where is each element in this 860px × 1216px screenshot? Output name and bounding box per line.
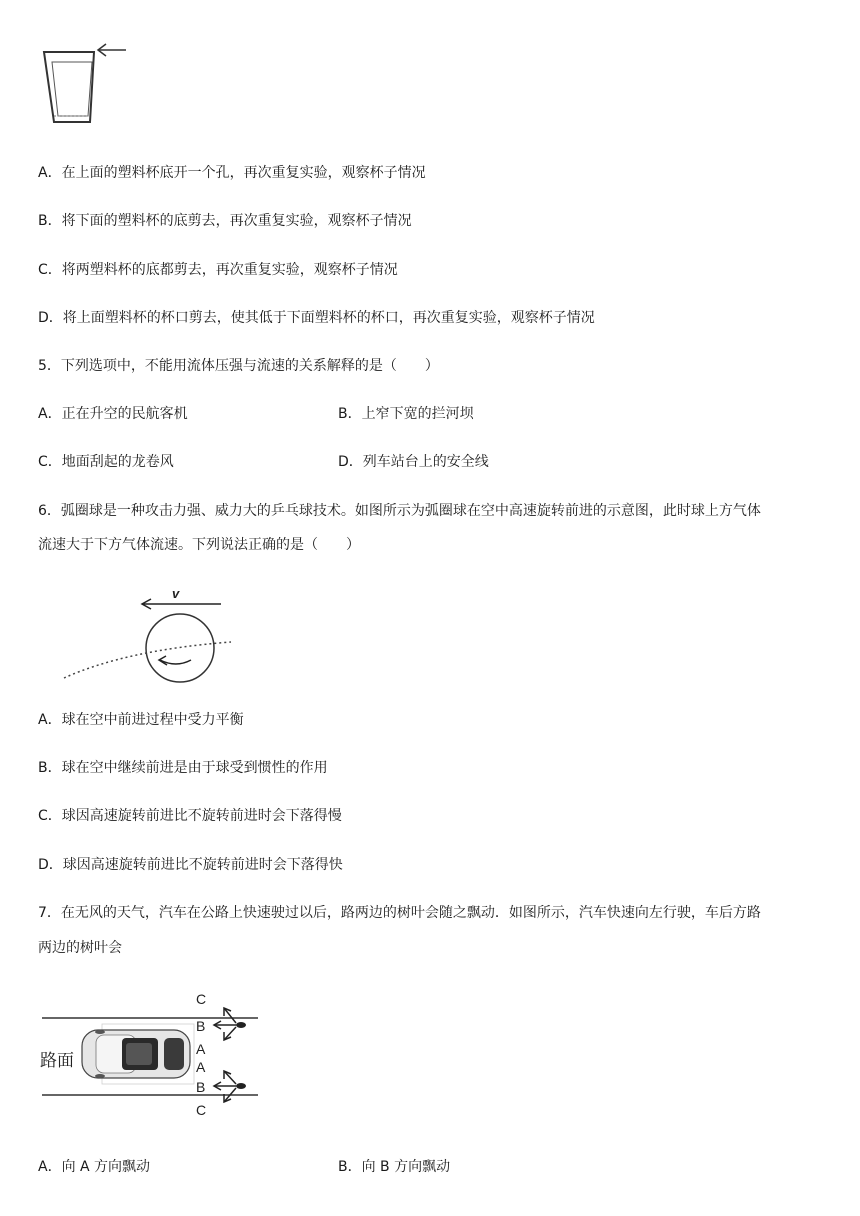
spinning-ball-figure [56, 580, 246, 690]
car-road-figure [38, 988, 268, 1118]
cups-figure [36, 38, 136, 128]
label-b-bottom: B [196, 1079, 206, 1095]
label-a-top: A [196, 1041, 206, 1057]
leaf-icon-bottom [236, 1083, 246, 1089]
q4-option-b: B．将下面的塑料杯的底剪去，再次重复实验，观察杯子情况 [38, 213, 412, 229]
q6-stem-line1: 6．弧圈球是一种攻击力强、威力大的乒乓球技术。如图所示为弧圈球在空中高速旋转前进的示意图，此时球上方气体 [38, 503, 761, 519]
label-b-top: B [196, 1018, 206, 1034]
velocity-label: v [172, 586, 180, 601]
q5-option-a: A．正在升空的民航客机 [38, 406, 188, 422]
q6-option-d: D．球因高速旋转前进比不旋转前进时会下落得快 [38, 857, 343, 873]
q4-option-d: D．将上面塑料杯的杯口剪去，使其低于下面塑料杯的杯口，再次重复实验，观察杯子情况 [38, 310, 595, 326]
leaf-icon-top [236, 1022, 246, 1028]
q6-option-a: A．球在空中前进过程中受力平衡 [38, 712, 244, 728]
q5-option-b: B．上窄下宽的拦河坝 [338, 406, 474, 422]
q6-stem-line2: 流速大于下方气体流速。下列说法正确的是（ ） [38, 537, 360, 553]
q7-option-b: B．向 B 方向飘动 [338, 1159, 451, 1175]
q5-stem: 5．下列选项中，不能用流体压强与流速的关系解释的是（ ） [38, 358, 439, 374]
label-c-top: C [196, 991, 207, 1007]
road-label: 路面 [40, 1051, 74, 1070]
q6-option-b: B．球在空中继续前进是由于球受到惯性的作用 [38, 760, 328, 776]
label-a-bottom: A [196, 1059, 206, 1075]
q5-option-d: D．列车站台上的安全线 [338, 454, 489, 470]
q6-option-c: C．球因高速旋转前进比不旋转前进时会下落得慢 [38, 808, 342, 824]
q4-option-a: A．在上面的塑料杯底开一个孔，再次重复实验，观察杯子情况 [38, 165, 426, 181]
q7-stem-line1: 7．在无风的天气，汽车在公路上快速驶过以后，路两边的树叶会随之飘动．如图所示，汽车快速向左行驶，车后方路 [38, 905, 761, 921]
q7-option-a: A．向 A 方向飘动 [38, 1159, 151, 1175]
q7-stem-line2: 两边的树叶会 [38, 940, 122, 956]
q5-option-c: C．地面刮起的龙卷风 [38, 454, 174, 470]
label-c-bottom: C [196, 1102, 207, 1118]
q4-option-c: C．将两塑料杯的底都剪去，再次重复实验，观察杯子情况 [38, 262, 398, 278]
